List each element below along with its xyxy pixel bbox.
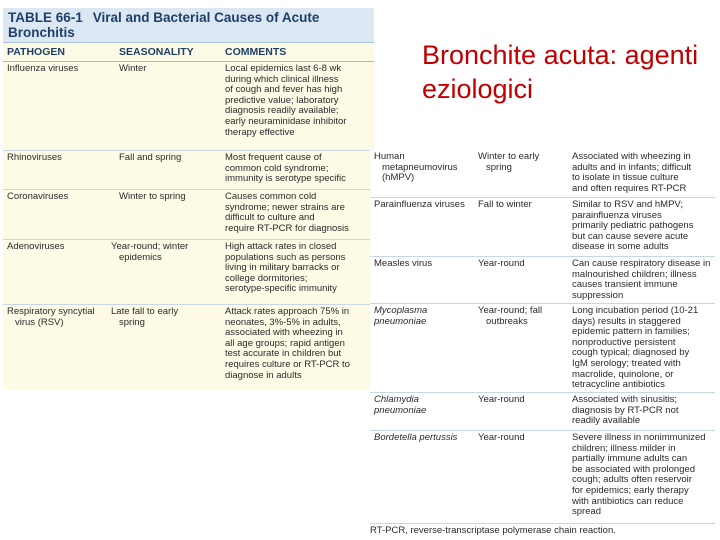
- column-header-pathogen: PATHOGEN: [7, 45, 65, 58]
- pathogen-cell: Parainfluenza viruses: [374, 199, 465, 210]
- table-row: [370, 393, 715, 431]
- slide-title: Bronchite acuta: agenti eziologici: [422, 40, 699, 104]
- season-cell: Winter to spring: [119, 191, 186, 202]
- table-row: [3, 62, 374, 151]
- pathogen-cell: Human metapneumovirus (hMPV): [374, 151, 458, 184]
- season-cell: Late fall to early spring: [111, 306, 179, 328]
- table-row: [370, 150, 715, 198]
- table-row: [3, 240, 374, 305]
- comments-cell: High attack rates in closed populations such as persons living in military barracks or college dormitories; serotype-specific immunity: [225, 241, 346, 295]
- season-cell: Winter: [119, 63, 147, 74]
- season-cell: Year-round: [478, 432, 525, 443]
- comments-cell: Most frequent cause of common cold syndrome; immunity is serotype specific: [225, 152, 346, 185]
- season-cell: Year-round: [478, 394, 525, 405]
- table-caption: [3, 8, 374, 43]
- season-cell: Year-round; fall outbreaks: [478, 305, 543, 327]
- table-number: TABLE 66-1: [8, 10, 83, 25]
- column-header-comments: COMMENTS: [225, 45, 287, 58]
- table-row: [370, 198, 715, 257]
- column-header-row: [3, 43, 374, 62]
- season-cell: Fall to winter: [478, 199, 532, 210]
- comments-cell: Associated with sinusitis; diagnosis by RT-PCR not readily available: [572, 394, 679, 427]
- column-header-seasonality: SEASONALITY: [119, 45, 194, 58]
- pathogen-cell: Coronaviruses: [7, 191, 69, 202]
- season-cell: Fall and spring: [119, 152, 182, 163]
- pathogen-cell: Mycoplasma pneumoniae: [374, 305, 428, 327]
- comments-cell: Associated with wheezing in adults and in infants; difficult to isolate in tissue culture and often requires RT-PCR: [572, 151, 692, 194]
- pathogen-cell: Respiratory syncytial virus (RSV): [7, 306, 95, 328]
- season-cell: Year-round: [478, 258, 525, 269]
- comments-cell: Attack rates approach 75% in neonates, 3%-5% in adults, associated with wheezing in all age groups; rapid antigen test accurate in children but requires culture or RT-PCR to diagnose in adults: [225, 306, 350, 381]
- pathogen-cell: Chlamydia pneumoniae: [374, 394, 427, 416]
- pathogen-cell: Rhinoviruses: [7, 152, 62, 163]
- comments-cell: Causes common cold syndrome; newer strains are difficult to culture and require RT-PCR for diagnosis: [225, 191, 349, 234]
- table-row: [3, 305, 374, 389]
- pathogen-cell: Bordetella pertussis: [374, 432, 458, 443]
- table-right-panel: [370, 150, 715, 538]
- table-row: [370, 431, 715, 524]
- pathogen-cell: Measles virus: [374, 258, 433, 269]
- comments-cell: Similar to RSV and hMPV; parainfluenza viruses primarily pediatric pathogens but can cause severe acute disease in some adults: [572, 199, 694, 253]
- table-title: Viral and Bacterial Causes of Acute Bronchitis: [8, 10, 320, 40]
- comments-cell: Severe illness in nonimmunized children; illness milder in partially immune adults can be associated with prolonged cough; adults often reservoir for epidemics; early therapy with antibiotics can reduce spread: [572, 432, 706, 518]
- pathogen-cell: Influenza viruses: [7, 63, 79, 74]
- table-row: [3, 151, 374, 190]
- season-cell: Year-round; winter epidemics: [111, 241, 189, 263]
- table-row: [3, 190, 374, 240]
- comments-cell: Long incubation period (10-21 days) results in staggered epidemic pattern in families; nonproductive persistent cough typical; diagnosed by IgM serology; treated with macrolide, quinolone, or tetracycline antibiotics: [572, 305, 699, 391]
- table-row: [370, 304, 715, 393]
- comments-cell: Local epidemics last 6-8 wk during which clinical illness of cough and fever has high predictive value; laboratory diagnosis readily available; early neuraminidase inhibitor therapy effective: [225, 63, 347, 138]
- pathogen-cell: Adenoviruses: [7, 241, 65, 252]
- table-row: [370, 257, 715, 304]
- table-footnote: RT-PCR, reverse-transcriptase polymerase chain reaction.: [370, 525, 616, 536]
- table-left-panel: [3, 8, 374, 389]
- season-cell: Winter to early spring: [478, 151, 540, 173]
- comments-cell: Can cause respiratory disease in malnourished children; illness causes transient immune suppression: [572, 258, 711, 301]
